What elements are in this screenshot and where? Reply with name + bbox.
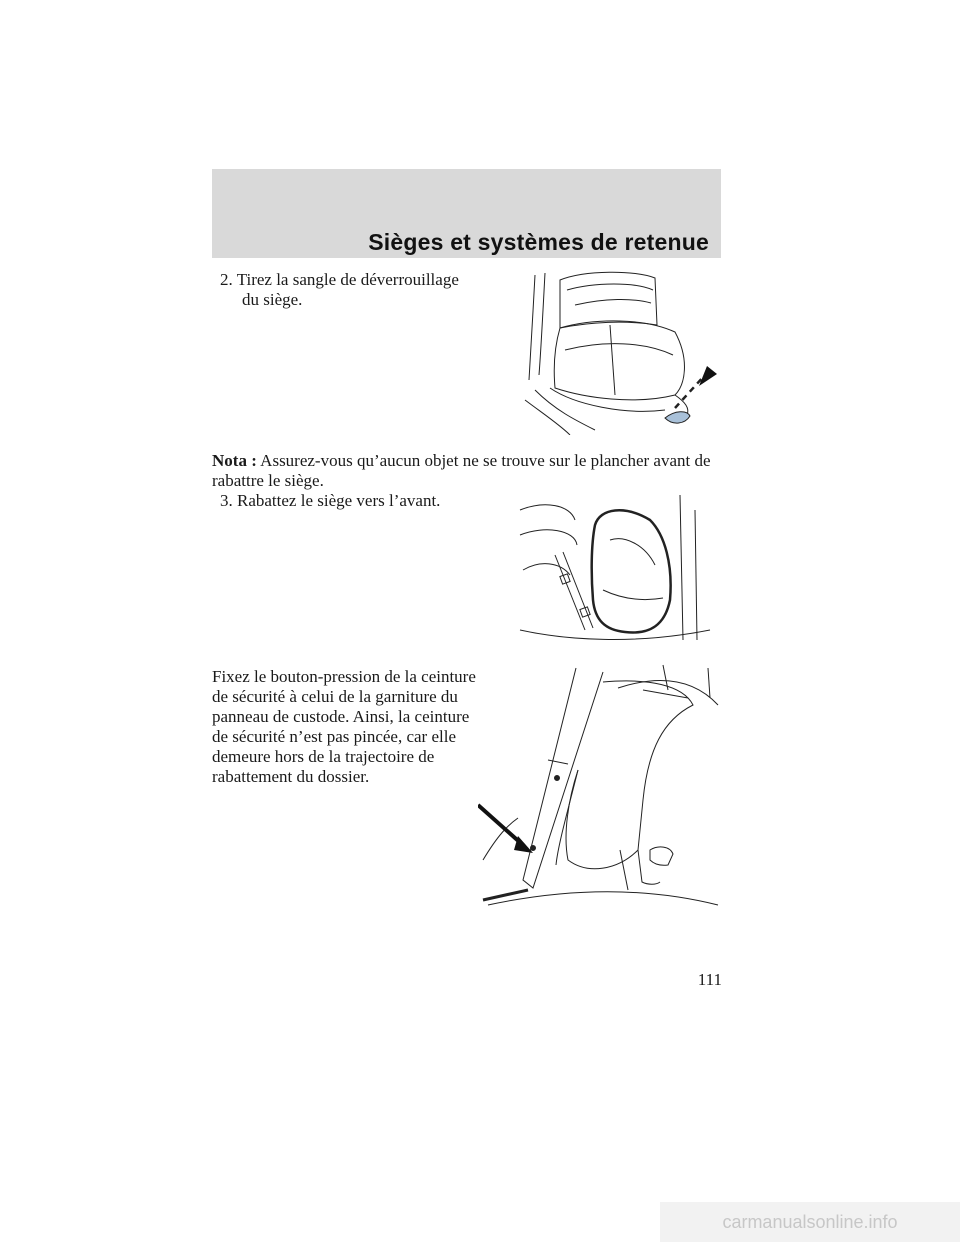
watermark: carmanualsonline.info <box>660 1202 960 1242</box>
seat-folded-forward-illustration <box>515 480 715 650</box>
seatbelt-snap-illustration <box>478 660 723 910</box>
note-text: Assurez-vous qu’aucun objet ne se trouve sur le plancher avant de rabattre le siège. <box>212 451 711 490</box>
step-2-line-1: 2. Tirez la sangle de déverrouillage <box>220 270 459 289</box>
step-2-text <box>220 270 480 310</box>
step-3-text: 3. Rabattez le siège vers l’avant. <box>220 491 441 510</box>
page-number: 111 <box>697 970 722 989</box>
step-2-line-2: du siège. <box>242 290 303 309</box>
note-label: Nota : <box>212 451 257 470</box>
seat-release-strap-illustration <box>515 270 725 435</box>
section-title: Sièges et systèmes de retenue <box>368 229 709 255</box>
snap-instruction-text: Fixez le bouton-pression de la ceinture de sécurité à celui de la garniture du panneau de custode. Ainsi, la ceinture de sécurité n’est pas pincée, car elle demeure hors de la trajectoire de rabattement du dossier. <box>212 667 476 786</box>
section-header <box>212 169 721 258</box>
